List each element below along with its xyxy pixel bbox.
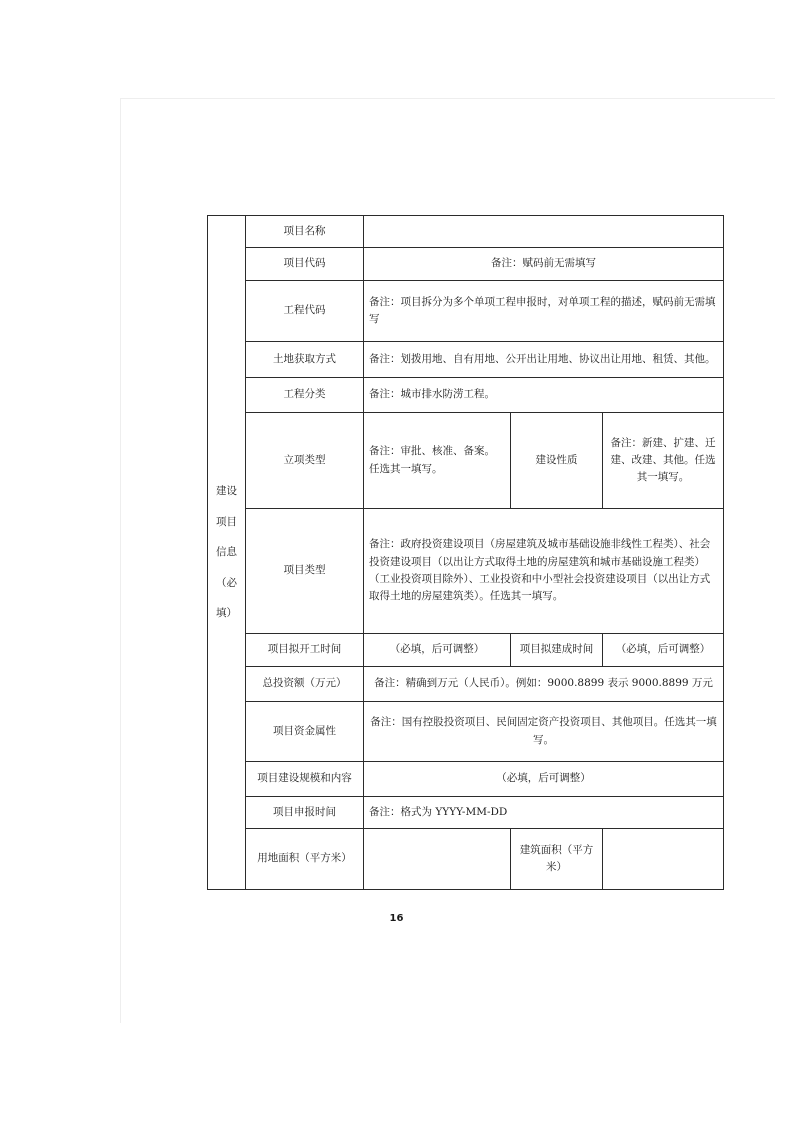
land-acquisition-label: 土地获取方式 [246, 342, 364, 378]
construction-nature-label: 建设性质 [511, 413, 603, 509]
engineering-category-value: 备注：城市排水防涝工程。 [364, 378, 724, 413]
scale-content-value: （必填，后可调整） [364, 762, 724, 797]
approval-type-label: 立项类型 [246, 413, 364, 509]
project-name-value [364, 216, 724, 248]
scale-content-label: 项目建设规模和内容 [246, 762, 364, 797]
project-type-label: 项目类型 [246, 509, 364, 634]
engineering-code-label: 工程代码 [246, 281, 364, 342]
project-type-value: 备注：政府投资建设项目（房屋建筑及城市基础设施非线性工程类）、社会投资建设项目（以出让方式取得土地的房屋建筑和城市基础设施工程类）（工业投资项目除外）、工业投资和中小型社会投资建设项目（以出让方式取得土地的房屋建筑类）。任选其一填写。 [364, 509, 724, 634]
land-acquisition-value: 备注：划拨用地、自有用地、公开出让用地、协议出让用地、租赁、其他。 [364, 342, 724, 378]
project-name-label: 项目名称 [246, 216, 364, 248]
table-row [208, 762, 724, 797]
table-row [208, 248, 724, 281]
engineering-code-value: 备注：项目拆分为多个单项工程申报时，对单项工程的描述，赋码前无需填写 [364, 281, 724, 342]
section-label: 建设 项目 信息 （必 填） [208, 216, 246, 890]
land-area-value [364, 829, 511, 890]
table-row [208, 378, 724, 413]
declaration-time-label: 项目申报时间 [246, 797, 364, 829]
project-code-value: 备注：赋码前无需填写 [364, 248, 724, 281]
completion-time-label: 项目拟建成时间 [511, 634, 603, 667]
table-row [208, 634, 724, 667]
start-time-value: （必填，后可调整） [364, 634, 511, 667]
table-row [208, 829, 724, 890]
project-info-table [207, 215, 724, 890]
fund-attribute-label: 项目资金属性 [246, 702, 364, 762]
completion-time-value: （必填，后可调整） [603, 634, 724, 667]
land-area-label: 用地面积（平方米） [246, 829, 364, 890]
table-row [208, 509, 724, 634]
page-number: 16 [389, 913, 404, 924]
total-investment-label: 总投资额（万元） [246, 667, 364, 702]
table-row [208, 413, 724, 509]
table-row [208, 281, 724, 342]
building-area-value [603, 829, 724, 890]
table-row [208, 667, 724, 702]
declaration-time-value: 备注：格式为 YYYY-MM-DD [364, 797, 724, 829]
table-row [208, 797, 724, 829]
table-row [208, 702, 724, 762]
engineering-category-label: 工程分类 [246, 378, 364, 413]
approval-type-value: 备注：审批、核准、备案。任选其一填写。 [364, 413, 511, 509]
building-area-label: 建筑面积（平方米） [511, 829, 603, 890]
table-row [208, 216, 724, 248]
start-time-label: 项目拟开工时间 [246, 634, 364, 667]
construction-nature-value: 备注：新建、扩建、迁建、改建、其他。任选其一填写。 [603, 413, 724, 509]
project-code-label: 项目代码 [246, 248, 364, 281]
total-investment-value: 备注：精确到万元（人民币）。例如：9000.8899 表示 9000.8899 万元 [364, 667, 724, 702]
fund-attribute-value: 备注：国有控股投资项目、民间固定资产投资项目、其他项目。任选其一填写。 [364, 702, 724, 762]
table-row [208, 342, 724, 378]
